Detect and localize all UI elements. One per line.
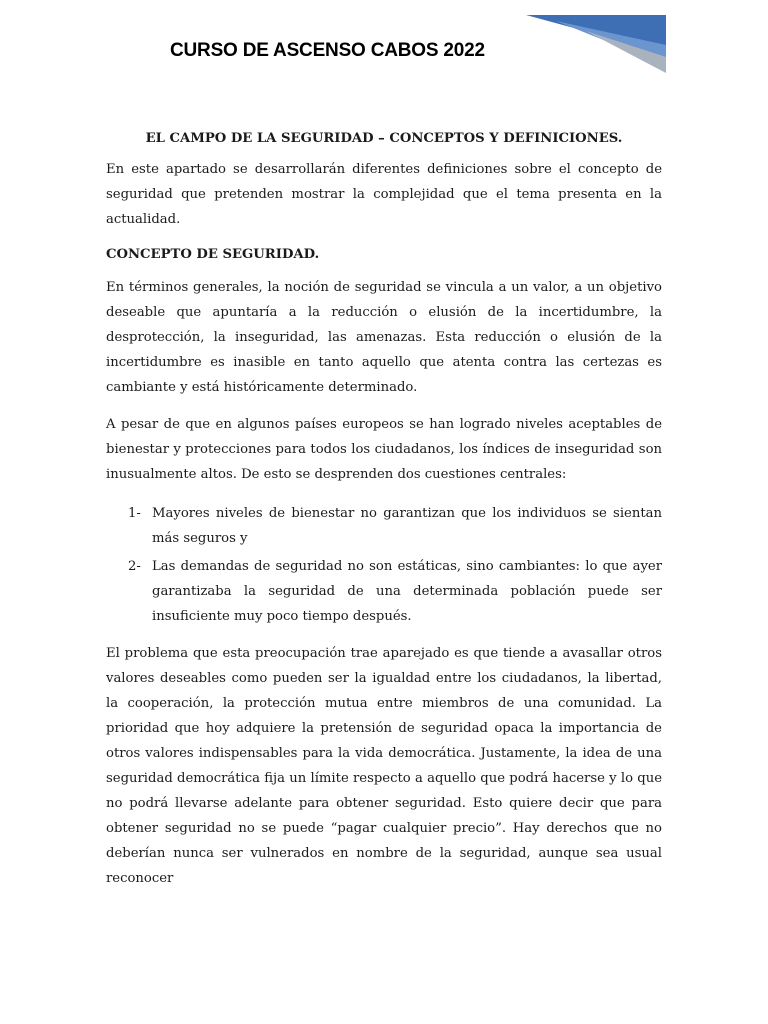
section-title: EL CAMPO DE LA SEGURIDAD – CONCEPTOS Y DEFINICIONES.	[145, 131, 623, 146]
document-header-title: CURSO DE ASCENSO CABOS 2022	[170, 40, 485, 61]
numbered-list	[106, 501, 662, 629]
document-body	[106, 126, 662, 903]
list-item-number: 2-	[128, 559, 141, 574]
header-decoration-banner	[526, 15, 666, 73]
intro-paragraph: En este apartado se desarrollarán diferentes definiciones sobre el concepto de seguridad que pretenden mostrar la complejidad que el tema presenta en la actualidad.	[106, 162, 662, 227]
list-item-number: 1-	[128, 506, 141, 521]
body-paragraph: En términos generales, la noción de seguridad se vincula a un valor, a un objetivo deseable que apuntaría a la reducción o elusión de la incertidumbre, la desprotección, la inseguridad, las amenazas. Esta reducción o elusión de la incertidumbre es inasible en tanto aquello que atenta contra las certezas es cambiante y está históricamente determinado.	[106, 280, 662, 395]
list-item-text: Las demandas de seguridad no son estáticas, sino cambiantes: lo que ayer garantizaba la seguridad de una determinada población puede ser insuficiente muy poco tiempo después.	[152, 559, 662, 624]
list-item	[106, 554, 662, 629]
subheading-concepto: CONCEPTO DE SEGURIDAD.	[106, 247, 320, 262]
list-item-text: Mayores niveles de bienestar no garantizan que los individuos se sientan más seguros y	[152, 506, 662, 546]
closing-paragraph: El problema que esta preocupación trae aparejado es que tiende a avasallar otros valores deseables como pueden ser la igualdad entre los ciudadanos, la libertad, la cooperación, la protección mutua entre miembros de una comunidad. La prioridad que hoy adquiere la pretensión de seguridad opaca la importancia de otros valores indispensables para la vida democrática. Justamente, la idea de una seguridad democrática fija un límite respecto a aquello que podrá hacerse y lo que no podrá llevarse adelante para obtener seguridad. Esto quiere decir que para obtener seguridad no se puede “pagar cualquier precio”. Hay derechos que no deberían nunca ser vulnerados en nombre de la seguridad, aunque sea usual reconocer	[106, 646, 662, 886]
list-item	[106, 501, 662, 551]
body-paragraph: A pesar de que en algunos países europeos se han logrado niveles aceptables de bienestar y protecciones para todos los ciudadanos, los índices de inseguridad son inusualmente altos. De esto se desprenden dos cuestiones centrales:	[106, 417, 662, 482]
